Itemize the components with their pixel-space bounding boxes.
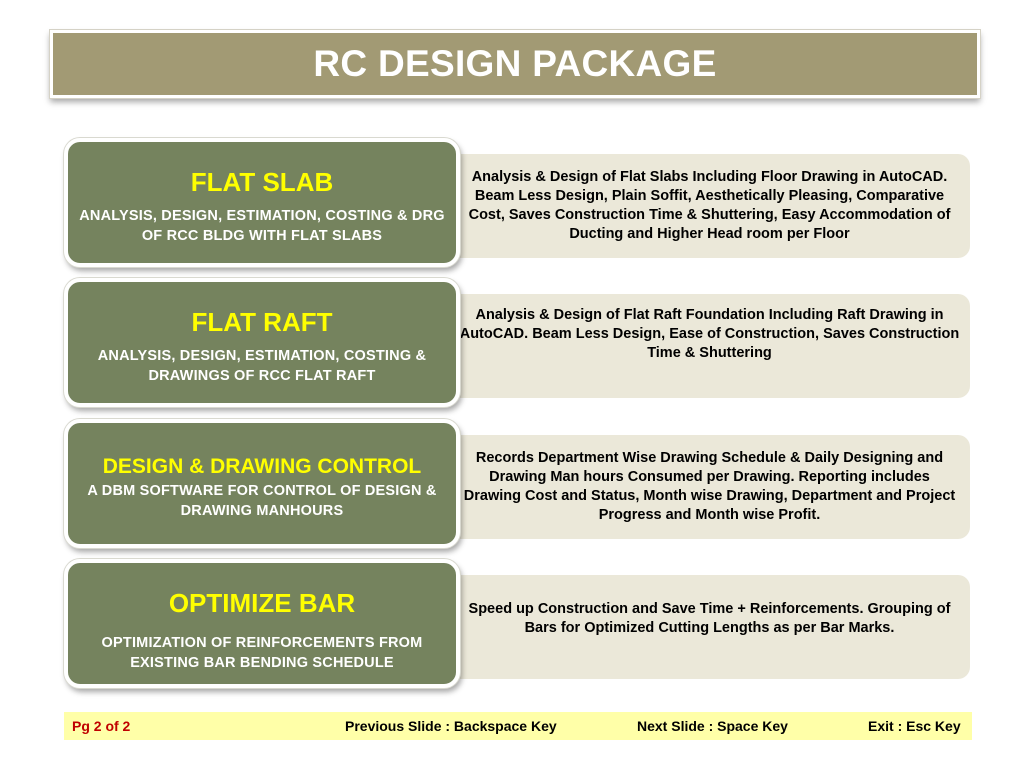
previous-slide-hint[interactable]: Previous Slide : Backspace Key <box>345 718 557 734</box>
card-heading: FLAT RAFT <box>191 307 333 337</box>
description-box <box>449 575 970 679</box>
description-text: Analysis & Design of Flat Slabs Including Floor Drawing in AutoCAD. Beam Less Design, Plain Soffit, Aesthetically Pleasing, Comparative Cost, Saves Construction Time & Shuttering, Easy Accommodation of Ducting and Higher Head room per Floor <box>468 169 951 242</box>
card-heading: OPTIMIZE BAR <box>168 588 356 618</box>
next-slide-hint[interactable]: Next Slide : Space Key <box>637 718 788 734</box>
title-banner <box>50 30 980 98</box>
card-subtitle: ANALYSIS, DESIGN, ESTIMATION, COSTING & DRG OF RCC BLDG WITH FLAT SLABS <box>79 208 445 244</box>
item-design-drawing-control <box>64 419 972 549</box>
card-subtitle: OPTIMIZATION OF REINFORCEMENTS FROM EXISTING BAR BENDING SCHEDULE <box>101 635 423 671</box>
feature-card <box>64 559 460 688</box>
footer-bar <box>64 712 972 740</box>
description-box <box>449 154 970 258</box>
description-text: Speed up Construction and Save Time + Reinforcements. Grouping of Bars for Optimized Cutting Lengths as per Bar Marks. <box>468 601 951 636</box>
feature-card <box>64 278 460 407</box>
feature-card <box>64 138 460 267</box>
description-text: Analysis & Design of Flat Raft Foundation Including Raft Drawing in AutoCAD. Beam Less Design, Ease of Construction, Saves Construction Time & Shuttering <box>459 306 960 361</box>
card-heading: DESIGN & DRAWING CONTROL <box>102 455 422 478</box>
card-heading: FLAT SLAB <box>190 167 334 197</box>
description-box <box>449 435 970 539</box>
item-optimize-bar <box>64 559 972 689</box>
card-subtitle: A DBM SOFTWARE FOR CONTROL OF DESIGN & DRAWING MANHOURS <box>87 483 437 519</box>
item-flat-raft <box>64 278 972 408</box>
description-box <box>449 294 970 398</box>
page-number: Pg 2 of 2 <box>72 718 131 734</box>
exit-hint[interactable]: Exit : Esc Key <box>868 718 961 734</box>
slide-title: RC DESIGN PACKAGE <box>313 43 717 84</box>
feature-card <box>64 419 460 548</box>
item-flat-slab <box>64 138 972 268</box>
description-text: Records Department Wise Drawing Schedule & Daily Designing and Drawing Man hours Consumed per Drawing. Reporting includes Drawing Cost and Status, Month wise Drawing, Department and Project Progress and Month wise Profit. <box>463 450 956 523</box>
card-subtitle: ANALYSIS, DESIGN, ESTIMATION, COSTING & DRAWINGS OF RCC FLAT RAFT <box>97 348 427 384</box>
